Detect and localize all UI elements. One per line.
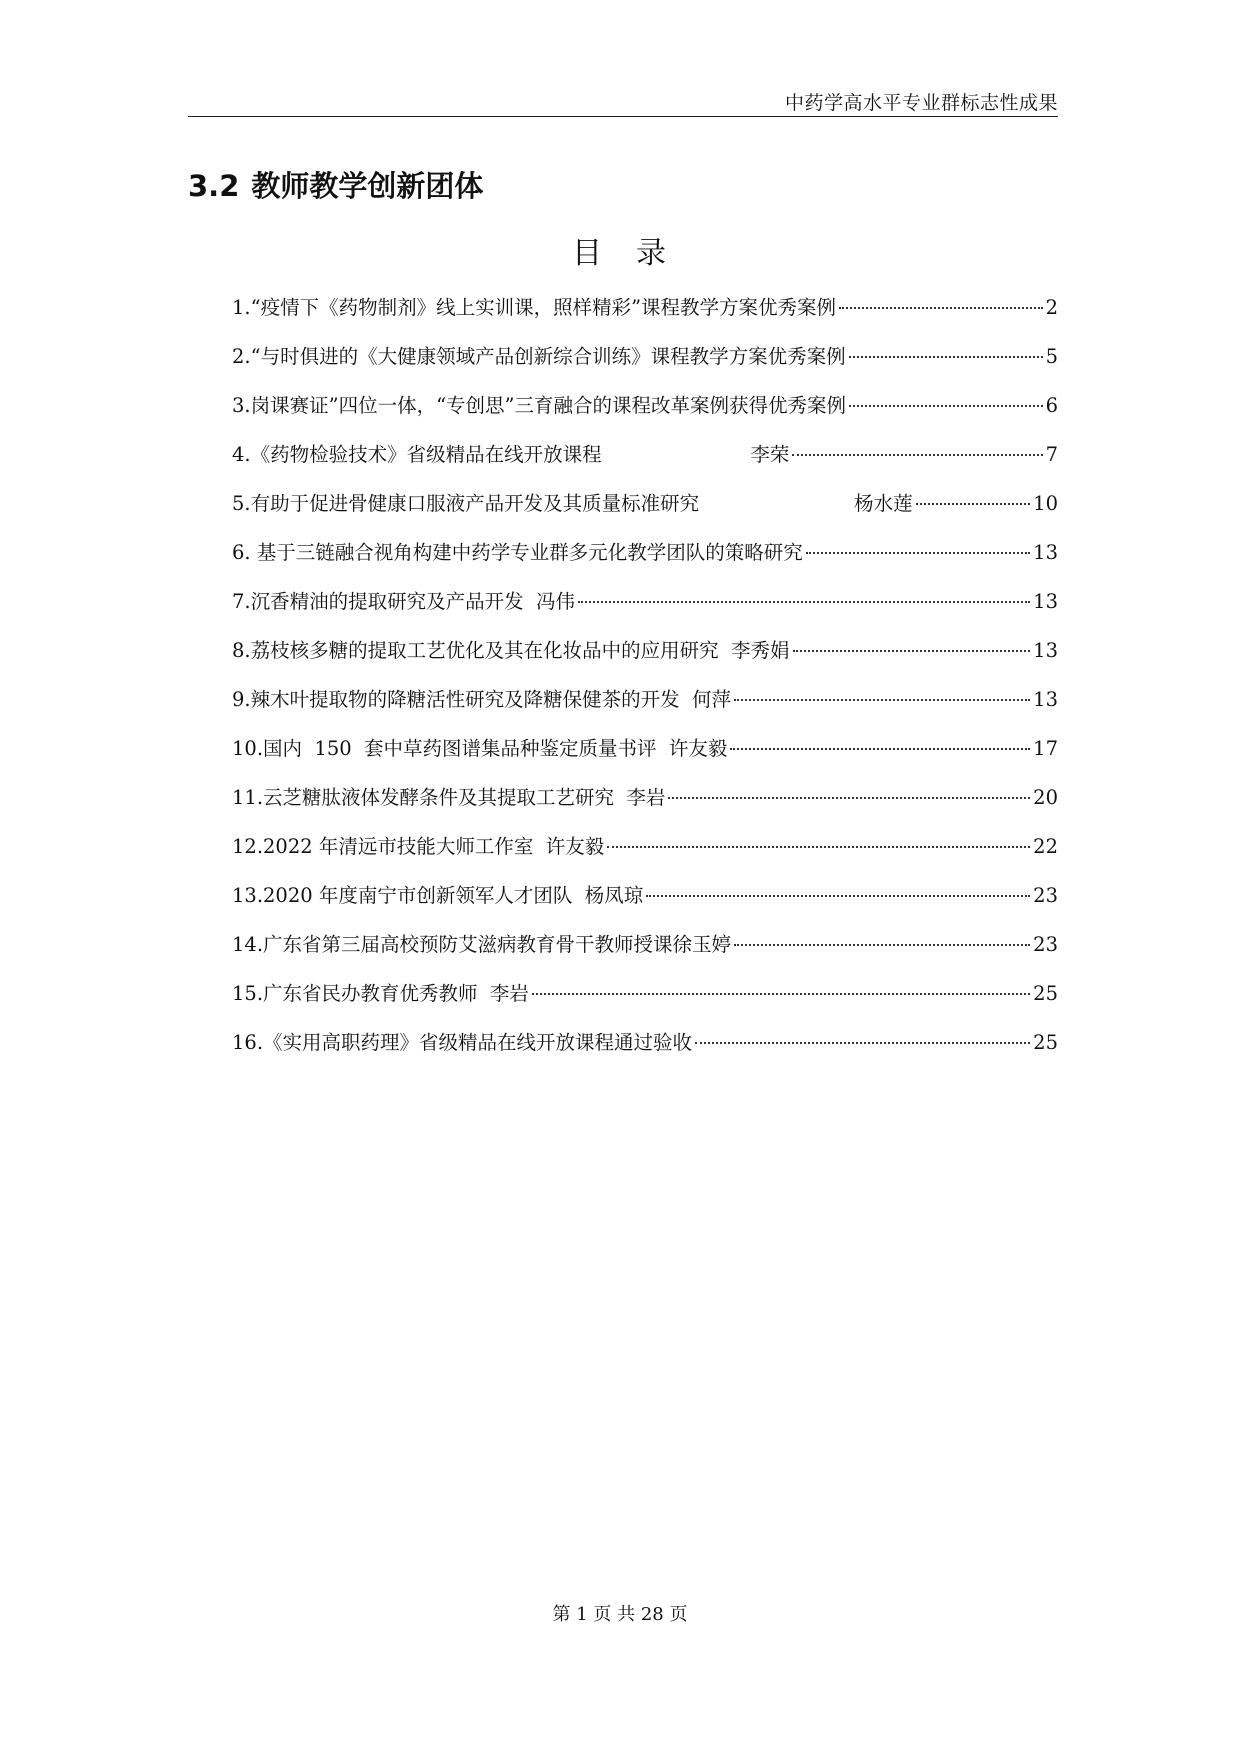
toc-entry-text: 7.沉香精油的提取研究及产品开发 冯伟 xyxy=(232,590,576,613)
toc-entry-8[interactable] xyxy=(232,635,1058,684)
dot-leader xyxy=(806,552,1030,554)
toc-entry-5[interactable] xyxy=(232,488,1058,537)
dot-leader xyxy=(646,895,1030,897)
toc-entry-page: 2 xyxy=(1045,296,1058,319)
dot-leader xyxy=(730,748,1030,750)
toc-entry-11[interactable] xyxy=(232,782,1058,831)
toc-entry-13[interactable] xyxy=(232,880,1058,929)
toc-entry-page: 17 xyxy=(1033,737,1058,760)
dot-leader xyxy=(916,503,1031,505)
toc-entry-page: 23 xyxy=(1033,933,1058,956)
toc-entry-page: 13 xyxy=(1033,639,1058,662)
dot-leader xyxy=(668,797,1030,799)
toc-entry-10[interactable] xyxy=(232,733,1058,782)
toc-entry-page: 7 xyxy=(1045,443,1058,466)
running-header-title: 中药学高水平专业群标志性成果 xyxy=(784,92,1058,114)
toc-entry-text: 8.荔枝核多糖的提取工艺优化及其在化妆品中的应用研究 李秀娟 xyxy=(232,639,790,662)
toc-entry-text: 2.“与时俱进的《大健康领域产品创新综合训练》课程教学方案优秀案例 xyxy=(232,345,846,368)
toc-entry-page: 25 xyxy=(1033,1031,1058,1054)
toc-entry-text: 11.云芝糖肽液体发酵条件及其提取工艺研究 李岩 xyxy=(232,786,666,809)
dot-leader xyxy=(734,699,1030,701)
dot-leader xyxy=(734,944,1030,946)
toc-title: 目 录 xyxy=(572,236,668,271)
toc-entry-text: 3.岗课赛证”四位一体，“专创思”三育融合的课程改革案例获得优秀案例 xyxy=(232,394,847,417)
toc-entry-9[interactable] xyxy=(232,684,1058,733)
toc-entry-12[interactable] xyxy=(232,831,1058,880)
toc-entry-page: 13 xyxy=(1033,590,1058,613)
toc-entry-text: 16.《实用高职药理》省级精品在线开放课程通过验收 xyxy=(232,1031,693,1054)
table-of-contents xyxy=(232,292,1058,1076)
toc-entry-text: 6. 基于三链融合视角构建中药学专业群多元化教学团队的策略研究 xyxy=(232,541,803,564)
toc-entry-text: 1.“疫情下《药物制剂》线上实训课，照样精彩”课程教学方案优秀案例 xyxy=(232,296,837,319)
section-number: 3.2 xyxy=(188,169,240,203)
header-divider xyxy=(188,116,1058,117)
page-number-footer: 第 1 页 共 28 页 xyxy=(552,1604,688,1625)
toc-entry-text: 5.有助于促进骨健康口服液产品开发及其质量标准研究 杨水莲 xyxy=(232,492,913,515)
dot-leader xyxy=(793,650,1031,652)
toc-entry-6[interactable] xyxy=(232,537,1058,586)
toc-entry-text: 10.国内 150 套中草药图谱集品种鉴定质量书评 许友毅 xyxy=(232,737,728,760)
toc-entry-text: 12.2022 年清远市技能大师工作室 许友毅 xyxy=(232,835,605,858)
dot-leader xyxy=(792,454,1042,456)
toc-entry-2[interactable] xyxy=(232,341,1058,390)
toc-entry-text: 9.辣木叶提取物的降糖活性研究及降糖保健茶的开发 何萍 xyxy=(232,688,732,711)
toc-entry-page: 25 xyxy=(1033,982,1058,1005)
section-heading xyxy=(188,164,483,205)
section-title: 教师教学创新团体 xyxy=(251,169,484,203)
toc-entry-15[interactable] xyxy=(232,978,1058,1027)
toc-entry-text: 13.2020 年度南宁市创新领军人才团队 杨凤琼 xyxy=(232,884,644,907)
dot-leader xyxy=(839,307,1043,309)
toc-entry-text: 14.广东省第三届高校预防艾滋病教育骨干教师授课徐玉婷 xyxy=(232,933,732,956)
toc-entry-page: 22 xyxy=(1033,835,1058,858)
toc-entry-14[interactable] xyxy=(232,929,1058,978)
toc-entry-1[interactable] xyxy=(232,292,1058,341)
toc-entry-4[interactable] xyxy=(232,439,1058,488)
toc-entry-page: 20 xyxy=(1033,786,1058,809)
toc-entry-page: 5 xyxy=(1045,345,1058,368)
toc-entry-page: 13 xyxy=(1033,541,1058,564)
toc-entry-page: 13 xyxy=(1033,688,1058,711)
dot-leader xyxy=(578,601,1030,603)
dot-leader xyxy=(607,846,1030,848)
dot-leader xyxy=(695,1042,1030,1044)
dot-leader xyxy=(849,405,1043,407)
toc-entry-page: 23 xyxy=(1033,884,1058,907)
dot-leader xyxy=(849,356,1043,358)
toc-entry-7[interactable] xyxy=(232,586,1058,635)
toc-entry-3[interactable] xyxy=(232,390,1058,439)
toc-entry-page: 10 xyxy=(1033,492,1058,515)
toc-entry-16[interactable] xyxy=(232,1027,1058,1076)
toc-entry-page: 6 xyxy=(1045,394,1058,417)
dot-leader xyxy=(532,993,1030,995)
toc-entry-text: 4.《药物检验技术》省级精品在线开放课程 李荣 xyxy=(232,443,790,466)
toc-entry-text: 15.广东省民办教育优秀教师 李岩 xyxy=(232,982,529,1005)
